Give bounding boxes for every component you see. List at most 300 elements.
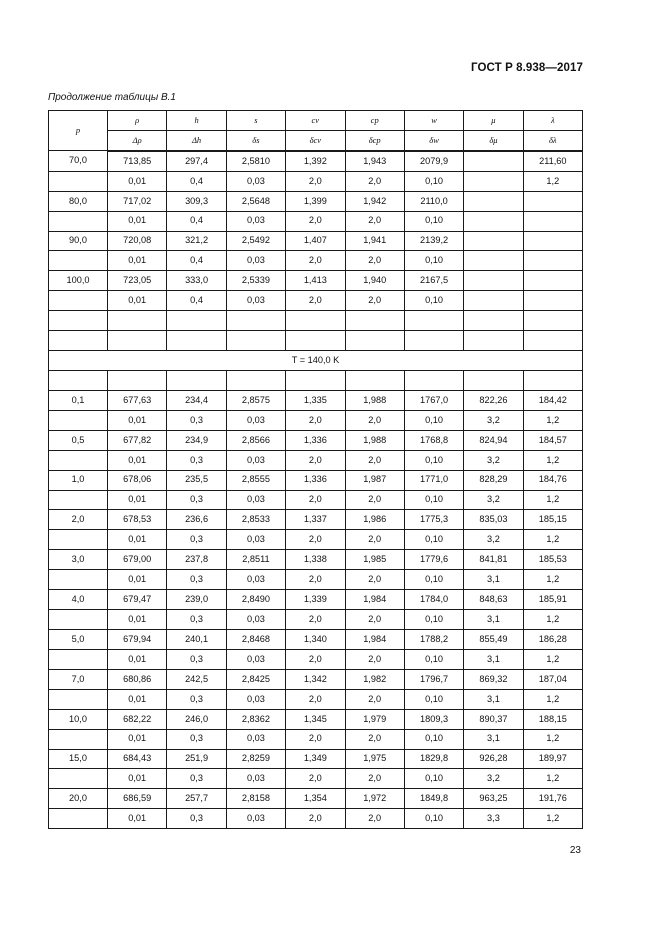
- table-cell: 2,8490: [226, 590, 285, 610]
- table-cell: 2110,0: [404, 191, 463, 211]
- table-cell: [523, 370, 582, 390]
- table-cell: 2,8425: [226, 669, 285, 689]
- table-cell: 185,91: [523, 590, 582, 610]
- table-cell: 240,1: [167, 629, 226, 649]
- table-row: [49, 729, 583, 749]
- table-cell: 2,0: [286, 649, 345, 669]
- table-cell: 1849,8: [404, 789, 463, 809]
- table-cell: 0,10: [404, 610, 463, 630]
- table-row: [49, 331, 583, 351]
- table-cell: 1,986: [345, 510, 404, 530]
- table-cell: 0,10: [404, 689, 463, 709]
- table-cell: 246,0: [167, 709, 226, 729]
- table-row: [49, 669, 583, 689]
- table-cell: 1,2: [523, 530, 582, 550]
- table-cell: 1,988: [345, 390, 404, 410]
- table-cell: 2,0: [345, 769, 404, 789]
- table-cell: [464, 370, 523, 390]
- table-cell: 188,15: [523, 709, 582, 729]
- table-cell: 2,0: [286, 689, 345, 709]
- table-cell: 0,10: [404, 769, 463, 789]
- table-cell: 297,4: [167, 151, 226, 171]
- table-cell: 2,0: [345, 610, 404, 630]
- table-cell: 0,3: [167, 410, 226, 430]
- column-header-uncertainty: δcv: [286, 130, 345, 150]
- page-number: 23: [569, 845, 581, 856]
- table-row: [49, 550, 583, 570]
- table-cell: 1,988: [345, 430, 404, 450]
- pressure-cell: 0,5: [49, 430, 108, 450]
- table-cell: 3,2: [464, 450, 523, 470]
- table-cell: 0,01: [108, 490, 167, 510]
- pressure-cell: 2,0: [49, 510, 108, 530]
- pressure-cell: [49, 649, 108, 669]
- table-cell: 0,3: [167, 490, 226, 510]
- table-cell: 0,10: [404, 809, 463, 829]
- table-cell: 0,01: [108, 211, 167, 231]
- table-cell: 0,01: [108, 809, 167, 829]
- table-row: [49, 570, 583, 590]
- table-cell: 1,342: [286, 669, 345, 689]
- table-cell: [226, 311, 285, 331]
- table-cell: 0,03: [226, 291, 285, 311]
- table-cell: 186,28: [523, 629, 582, 649]
- pressure-cell: [49, 570, 108, 590]
- table-cell: 0,01: [108, 450, 167, 470]
- table-cell: 2,0: [286, 410, 345, 430]
- table-cell: 0,03: [226, 410, 285, 430]
- table-cell: 0,4: [167, 291, 226, 311]
- table-cell: 3,2: [464, 769, 523, 789]
- pressure-cell: 10,0: [49, 709, 108, 729]
- table-cell: 0,03: [226, 689, 285, 709]
- pressure-cell: 70,0: [49, 151, 108, 171]
- table-cell: 0,3: [167, 610, 226, 630]
- pressure-cell: [49, 311, 108, 331]
- table-cell: 2,0: [345, 689, 404, 709]
- table-cell: 0,10: [404, 251, 463, 271]
- pressure-cell: [49, 769, 108, 789]
- column-header-symbol: h: [167, 111, 226, 131]
- table-cell: 2,0: [286, 211, 345, 231]
- table-cell: 677,63: [108, 390, 167, 410]
- table-cell: 679,00: [108, 550, 167, 570]
- table-cell: 2,0: [286, 729, 345, 749]
- table-cell: [523, 271, 582, 291]
- table-cell: 1,340: [286, 629, 345, 649]
- table-cell: 2167,5: [404, 271, 463, 291]
- table-cell: 2,0: [345, 570, 404, 590]
- pressure-cell: 100,0: [49, 271, 108, 291]
- table-cell: 0,4: [167, 171, 226, 191]
- table-cell: 1,2: [523, 729, 582, 749]
- pressure-cell: 80,0: [49, 191, 108, 211]
- table-cell: 682,22: [108, 709, 167, 729]
- table-cell: 1,399: [286, 191, 345, 211]
- table-row: [49, 490, 583, 510]
- table-cell: 686,59: [108, 789, 167, 809]
- table-cell: 0,3: [167, 530, 226, 550]
- table-cell: 1,335: [286, 390, 345, 410]
- table-cell: 0,10: [404, 490, 463, 510]
- table-cell: 2,0: [345, 530, 404, 550]
- column-header-uncertainty: δs: [226, 130, 285, 150]
- table-cell: [167, 311, 226, 331]
- pressure-cell: [49, 610, 108, 630]
- table-cell: 236,6: [167, 510, 226, 530]
- table-cell: 855,49: [464, 629, 523, 649]
- table-cell: 189,97: [523, 749, 582, 769]
- table-cell: 1,2: [523, 610, 582, 630]
- table-cell: [523, 291, 582, 311]
- table-cell: 211,60: [523, 151, 582, 171]
- table-row: [49, 590, 583, 610]
- table-row: [49, 390, 583, 410]
- table-cell: 3,1: [464, 570, 523, 590]
- table-row: [49, 769, 583, 789]
- table-cell: [523, 191, 582, 211]
- table-row: [49, 809, 583, 829]
- table-cell: [404, 311, 463, 331]
- pressure-cell: [49, 689, 108, 709]
- table-cell: 1,979: [345, 709, 404, 729]
- table-cell: 723,05: [108, 271, 167, 291]
- table-cell: 0,01: [108, 410, 167, 430]
- table-row: [49, 709, 583, 729]
- table-cell: 2,0: [345, 809, 404, 829]
- table-cell: 3,1: [464, 610, 523, 630]
- column-header-uncertainty: δλ: [523, 130, 582, 150]
- column-header-symbol: s: [226, 111, 285, 131]
- table-cell: 0,10: [404, 649, 463, 669]
- table-cell: [108, 311, 167, 331]
- table-cell: 0,01: [108, 769, 167, 789]
- table-cell: 0,01: [108, 530, 167, 550]
- table-cell: 1,413: [286, 271, 345, 291]
- column-header-symbol: ρ: [108, 111, 167, 131]
- pressure-cell: [49, 809, 108, 829]
- table-cell: 2,5492: [226, 231, 285, 251]
- table-cell: 835,03: [464, 510, 523, 530]
- table-cell: [167, 331, 226, 351]
- table-cell: 3,1: [464, 689, 523, 709]
- table-cell: [464, 211, 523, 231]
- pressure-cell: [49, 490, 108, 510]
- column-header-uncertainty: δμ: [464, 130, 523, 150]
- table-row: [49, 749, 583, 769]
- table-cell: 234,9: [167, 430, 226, 450]
- table-cell: [167, 370, 226, 390]
- table-cell: 0,10: [404, 450, 463, 470]
- table-cell: 0,3: [167, 649, 226, 669]
- table-row: [49, 450, 583, 470]
- table-row: [49, 629, 583, 649]
- table-cell: 890,37: [464, 709, 523, 729]
- table-cell: 2,0: [286, 171, 345, 191]
- table-cell: 0,01: [108, 610, 167, 630]
- table-cell: 2,0: [345, 450, 404, 470]
- table-cell: 2,8158: [226, 789, 285, 809]
- table-row: [49, 689, 583, 709]
- table-cell: 2,0: [345, 171, 404, 191]
- table-cell: 0,03: [226, 729, 285, 749]
- table-cell: [523, 311, 582, 331]
- table-cell: 0,01: [108, 171, 167, 191]
- table-cell: 0,4: [167, 211, 226, 231]
- column-header-symbol: cp: [345, 111, 404, 131]
- column-header-symbol: λ: [523, 111, 582, 131]
- table-cell: 2,0: [286, 570, 345, 590]
- table-cell: 1,984: [345, 629, 404, 649]
- table-row: [49, 311, 583, 331]
- table-cell: 0,3: [167, 809, 226, 829]
- table-cell: 239,0: [167, 590, 226, 610]
- table-cell: 2,0: [286, 610, 345, 630]
- table-row: [49, 430, 583, 450]
- column-header-p: p: [49, 111, 108, 151]
- table-cell: [464, 151, 523, 171]
- table-cell: 0,03: [226, 570, 285, 590]
- table-cell: 680,86: [108, 669, 167, 689]
- pressure-cell: [49, 450, 108, 470]
- table-cell: [523, 251, 582, 271]
- table-cell: 1,2: [523, 689, 582, 709]
- table-cell: 1,337: [286, 510, 345, 530]
- pressure-cell: [49, 251, 108, 271]
- table-cell: 1,392: [286, 151, 345, 171]
- table-cell: 841,81: [464, 550, 523, 570]
- column-header-uncertainty: δcp: [345, 130, 404, 150]
- table-cell: 2079,9: [404, 151, 463, 171]
- table-cell: 0,10: [404, 530, 463, 550]
- table-cell: 2,8566: [226, 430, 285, 450]
- table-cell: 0,03: [226, 450, 285, 470]
- column-header-uncertainty: δw: [404, 130, 463, 150]
- table-cell: 235,5: [167, 470, 226, 490]
- table-cell: 251,9: [167, 749, 226, 769]
- table-cell: 1,345: [286, 709, 345, 729]
- column-header-symbol: w: [404, 111, 463, 131]
- table-cell: [404, 370, 463, 390]
- data-table: [48, 110, 583, 829]
- table-cell: 2,8511: [226, 550, 285, 570]
- table-cell: 2,8575: [226, 390, 285, 410]
- table-cell: 1784,0: [404, 590, 463, 610]
- table-cell: 0,3: [167, 450, 226, 470]
- table-caption: Продолжение таблицы В.1: [48, 92, 176, 103]
- table-row: [49, 271, 583, 291]
- table-cell: 1,2: [523, 570, 582, 590]
- table-cell: 0,10: [404, 171, 463, 191]
- table-cell: 1775,3: [404, 510, 463, 530]
- table-cell: 0,01: [108, 251, 167, 271]
- table-cell: 309,3: [167, 191, 226, 211]
- table-cell: 684,43: [108, 749, 167, 769]
- table-cell: 1,942: [345, 191, 404, 211]
- table-cell: 1,975: [345, 749, 404, 769]
- table-cell: 2,0: [286, 769, 345, 789]
- table-cell: 2,0: [345, 649, 404, 669]
- pressure-cell: [49, 530, 108, 550]
- table-cell: [464, 251, 523, 271]
- table-cell: [464, 331, 523, 351]
- table-cell: 1,2: [523, 490, 582, 510]
- table-cell: 2,0: [286, 251, 345, 271]
- table-cell: 187,04: [523, 669, 582, 689]
- column-header-symbol: μ: [464, 111, 523, 131]
- table-cell: 1,339: [286, 590, 345, 610]
- table-cell: [286, 331, 345, 351]
- pressure-cell: [49, 729, 108, 749]
- column-header-uncertainty: Δh: [167, 130, 226, 150]
- table-cell: 0,10: [404, 410, 463, 430]
- table-cell: 2,8468: [226, 629, 285, 649]
- table-cell: 679,47: [108, 590, 167, 610]
- table-cell: 713,85: [108, 151, 167, 171]
- table-cell: 0,03: [226, 490, 285, 510]
- table-cell: 1,972: [345, 789, 404, 809]
- table-cell: 1,336: [286, 430, 345, 450]
- pressure-cell: 90,0: [49, 231, 108, 251]
- table-cell: 2,0: [286, 809, 345, 829]
- table-cell: 679,94: [108, 629, 167, 649]
- table-row: [49, 171, 583, 191]
- pressure-cell: [49, 370, 108, 390]
- pressure-cell: 5,0: [49, 629, 108, 649]
- table-cell: 1,940: [345, 271, 404, 291]
- table-cell: 1,984: [345, 590, 404, 610]
- table-cell: 1,354: [286, 789, 345, 809]
- table-cell: [523, 331, 582, 351]
- table-cell: 2,5339: [226, 271, 285, 291]
- table-cell: 0,03: [226, 649, 285, 669]
- table-cell: 0,01: [108, 649, 167, 669]
- table-cell: 0,3: [167, 570, 226, 590]
- table-cell: 0,03: [226, 171, 285, 191]
- table-cell: 242,5: [167, 669, 226, 689]
- table-row: [49, 510, 583, 530]
- table-cell: 234,4: [167, 390, 226, 410]
- standard-code: ГОСТ Р 8.938—2017: [471, 62, 583, 74]
- table-cell: [108, 370, 167, 390]
- table-cell: 2,0: [286, 450, 345, 470]
- table-cell: 3,1: [464, 729, 523, 749]
- table-cell: [345, 370, 404, 390]
- table-cell: 0,10: [404, 570, 463, 590]
- pressure-cell: 20,0: [49, 789, 108, 809]
- table-cell: [464, 191, 523, 211]
- table-cell: 963,25: [464, 789, 523, 809]
- table-cell: 822,26: [464, 390, 523, 410]
- table-cell: [345, 331, 404, 351]
- table-cell: 0,01: [108, 570, 167, 590]
- table-cell: 678,53: [108, 510, 167, 530]
- table-cell: [286, 311, 345, 331]
- table-cell: 3,2: [464, 490, 523, 510]
- section-row: [49, 351, 583, 371]
- table-cell: 824,94: [464, 430, 523, 450]
- pressure-cell: [49, 331, 108, 351]
- table-cell: 2,5810: [226, 151, 285, 171]
- table-row: [49, 530, 583, 550]
- table-row: [49, 610, 583, 630]
- table-cell: 1,349: [286, 749, 345, 769]
- table-cell: 3,1: [464, 649, 523, 669]
- table-cell: 2,0: [345, 291, 404, 311]
- pressure-cell: 4,0: [49, 590, 108, 610]
- table-cell: [464, 311, 523, 331]
- table-cell: 0,03: [226, 211, 285, 231]
- header-row-uncertainty: [49, 130, 583, 150]
- table-cell: 2,0: [345, 251, 404, 271]
- table-cell: 717,02: [108, 191, 167, 211]
- table-cell: 0,03: [226, 251, 285, 271]
- table-cell: [464, 231, 523, 251]
- table-row: [49, 191, 583, 211]
- header-row-symbols: [49, 111, 583, 131]
- table-cell: 0,3: [167, 689, 226, 709]
- table-cell: [108, 331, 167, 351]
- table-cell: 184,57: [523, 430, 582, 450]
- pressure-cell: 0,1: [49, 390, 108, 410]
- table-cell: [226, 331, 285, 351]
- table-cell: 3,2: [464, 410, 523, 430]
- table-cell: 3,2: [464, 530, 523, 550]
- table-cell: 185,53: [523, 550, 582, 570]
- table-cell: [523, 211, 582, 231]
- table-cell: 677,82: [108, 430, 167, 450]
- table-cell: 0,3: [167, 729, 226, 749]
- table-cell: 1,2: [523, 809, 582, 829]
- table-cell: 1796,7: [404, 669, 463, 689]
- table-cell: [523, 231, 582, 251]
- table-cell: 1771,0: [404, 470, 463, 490]
- table-row: [49, 211, 583, 231]
- pressure-cell: 7,0: [49, 669, 108, 689]
- table-cell: 1779,6: [404, 550, 463, 570]
- table-cell: 1,943: [345, 151, 404, 171]
- table-cell: 237,8: [167, 550, 226, 570]
- table-cell: 0,03: [226, 769, 285, 789]
- table-cell: 0,10: [404, 291, 463, 311]
- table-cell: 257,7: [167, 789, 226, 809]
- table-cell: 869,32: [464, 669, 523, 689]
- table-cell: 3,3: [464, 809, 523, 829]
- table-cell: 1768,8: [404, 430, 463, 450]
- table-cell: 1767,0: [404, 390, 463, 410]
- table-cell: 1,941: [345, 231, 404, 251]
- section-title: T = 140,0 K: [49, 351, 583, 371]
- table-row: [49, 410, 583, 430]
- table-cell: 2,0: [286, 490, 345, 510]
- table-cell: 1,2: [523, 171, 582, 191]
- table-cell: 321,2: [167, 231, 226, 251]
- table-cell: [464, 291, 523, 311]
- table-cell: 0,01: [108, 689, 167, 709]
- table-cell: 1,336: [286, 470, 345, 490]
- table-cell: 1,2: [523, 450, 582, 470]
- table-cell: 1809,3: [404, 709, 463, 729]
- table-cell: 0,03: [226, 809, 285, 829]
- table-row: [49, 649, 583, 669]
- table-cell: 2,8259: [226, 749, 285, 769]
- column-header-symbol: cv: [286, 111, 345, 131]
- table-cell: 2,0: [286, 530, 345, 550]
- table-row: [49, 470, 583, 490]
- table-cell: 333,0: [167, 271, 226, 291]
- table-cell: 184,76: [523, 470, 582, 490]
- table-cell: 2,0: [345, 729, 404, 749]
